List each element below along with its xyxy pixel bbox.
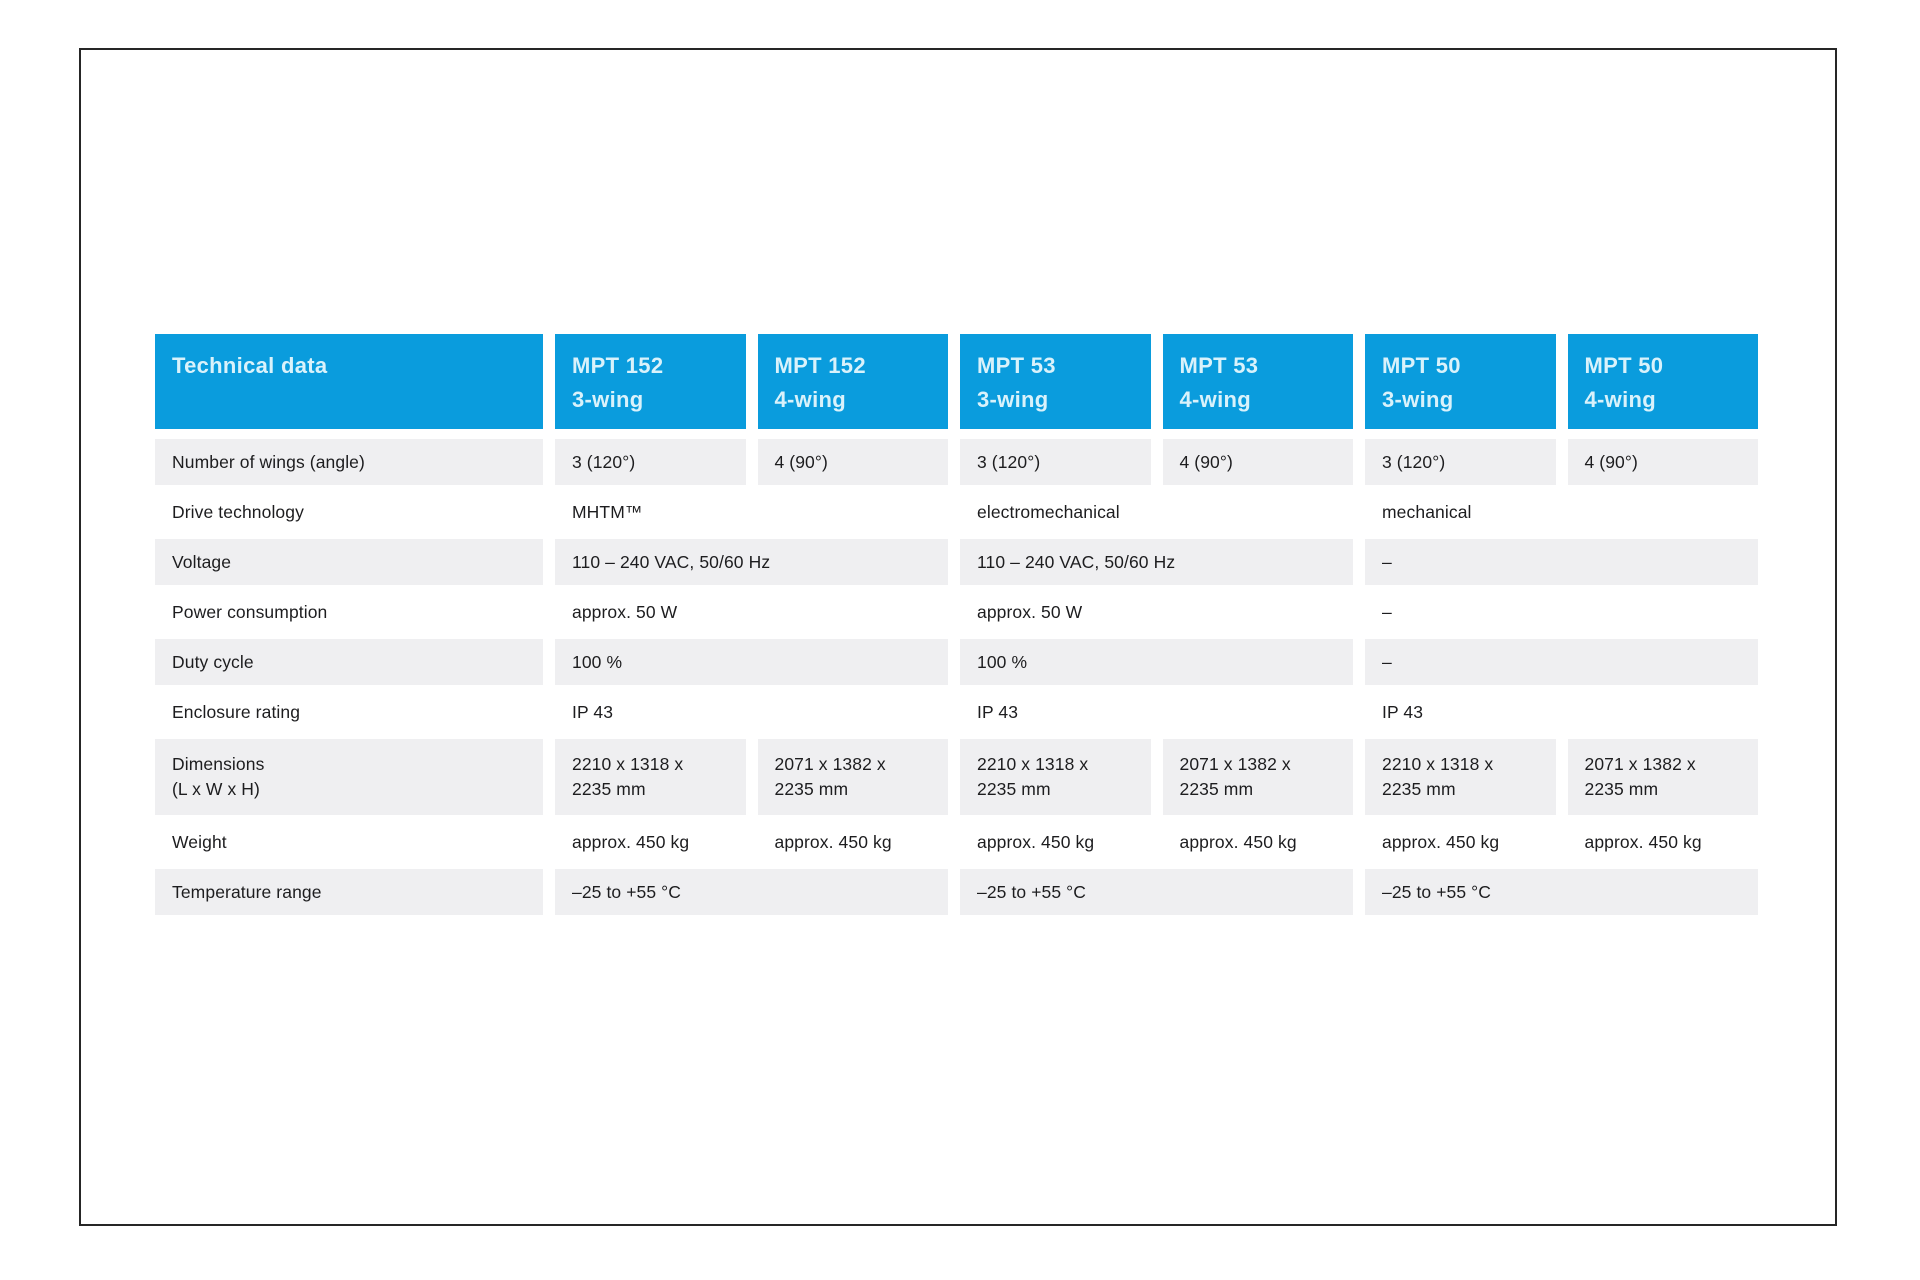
column-header-mpt53-4wing (1163, 334, 1354, 429)
cell-value: 3 (120°) (555, 439, 746, 485)
cell-value: 100 % (555, 639, 948, 685)
cell-value: 4 (90°) (758, 439, 949, 485)
table-title (155, 334, 543, 429)
cell-value (960, 739, 1151, 815)
cell-value: MHTM™ (572, 501, 643, 522)
model-name: MPT 53 (1179, 353, 1259, 378)
cell-value: 3 (120°) (1365, 439, 1556, 485)
cell-value: – (1365, 639, 1758, 685)
cell-value (1568, 739, 1759, 815)
cell-value: 110 – 240 VAC, 50/60 Hz (555, 539, 948, 585)
cell-value: approx. 50 W (977, 601, 1083, 622)
cell-value: 100 % (960, 639, 1353, 685)
cell-value: – (1382, 601, 1392, 622)
dimension-line2: 2235 mm (1584, 779, 1659, 799)
cell-value: 4 (90°) (1163, 439, 1354, 485)
model-variant: 4-wing (1584, 387, 1656, 412)
cell-value: –25 to +55 °C (555, 869, 948, 915)
dimension-line1: 2210 x 1318 x (1382, 754, 1494, 774)
dimension-line2: 2235 mm (977, 779, 1051, 799)
model-variant: 3-wing (1382, 387, 1454, 412)
cell-value (1365, 739, 1556, 815)
row-number-of-wings (155, 439, 1758, 485)
cell-value: 3 (120°) (960, 439, 1151, 485)
cell-value: approx. 450 kg (774, 831, 892, 852)
cell-value: IP 43 (572, 701, 614, 722)
table-title-text: Technical data (172, 353, 328, 378)
dimension-line2: 2235 mm (774, 779, 849, 799)
cell-value: approx. 450 kg (572, 831, 690, 852)
row-label: Weight (172, 831, 227, 852)
column-header-mpt152-3wing (555, 334, 746, 429)
column-header-mpt53-3wing (960, 334, 1151, 429)
row-enclosure-rating (155, 689, 1758, 735)
cell-value: approx. 450 kg (1382, 831, 1500, 852)
cell-value: approx. 450 kg (1179, 831, 1297, 852)
row-power-consumption (155, 589, 1758, 635)
model-variant: 3-wing (977, 387, 1049, 412)
row-voltage (155, 539, 1758, 585)
row-label: Temperature range (155, 869, 543, 915)
dimension-line2: 2235 mm (1179, 779, 1254, 799)
row-label: Number of wings (angle) (155, 439, 543, 485)
model-name: MPT 152 (572, 353, 664, 378)
model-name: MPT 50 (1382, 353, 1461, 378)
row-duty-cycle (155, 639, 1758, 685)
model-name: MPT 53 (977, 353, 1056, 378)
cell-value: –25 to +55 °C (960, 869, 1353, 915)
column-header-mpt50-4wing (1568, 334, 1759, 429)
row-temperature-range (155, 869, 1758, 915)
row-label-line2: (L x W x H) (172, 779, 260, 799)
row-label: Enclosure rating (172, 701, 301, 722)
cell-value: 4 (90°) (1568, 439, 1759, 485)
row-drive-technology (155, 489, 1758, 535)
cell-value: 110 – 240 VAC, 50/60 Hz (960, 539, 1353, 585)
cell-value (555, 739, 746, 815)
dimension-line1: 2210 x 1318 x (977, 754, 1089, 774)
cell-value: – (1365, 539, 1758, 585)
cell-value: IP 43 (977, 701, 1019, 722)
model-variant: 4-wing (1179, 387, 1251, 412)
dimension-line1: 2071 x 1382 x (1179, 754, 1291, 774)
column-header-mpt50-3wing (1365, 334, 1556, 429)
cell-value: mechanical (1382, 501, 1472, 522)
column-header-mpt152-4wing (758, 334, 949, 429)
row-label: Voltage (155, 539, 543, 585)
technical-data-table (155, 334, 1758, 919)
dimension-line2: 2235 mm (572, 779, 646, 799)
page-frame (79, 48, 1837, 1226)
row-label: Duty cycle (155, 639, 543, 685)
cell-value: IP 43 (1382, 701, 1424, 722)
cell-value: –25 to +55 °C (1365, 869, 1758, 915)
cell-value (758, 739, 949, 815)
dimension-line1: 2210 x 1318 x (572, 754, 684, 774)
model-name: MPT 50 (1584, 353, 1664, 378)
dimension-line1: 2071 x 1382 x (1584, 754, 1696, 774)
table-header-row (155, 334, 1758, 429)
dimension-line1: 2071 x 1382 x (774, 754, 886, 774)
cell-value (1163, 739, 1354, 815)
row-label-line1: Dimensions (172, 754, 265, 774)
row-label (155, 739, 543, 815)
row-label: Power consumption (172, 601, 328, 622)
model-name: MPT 152 (774, 353, 866, 378)
row-weight (155, 819, 1758, 865)
cell-value: approx. 450 kg (1584, 831, 1702, 852)
cell-value: electromechanical (977, 501, 1120, 522)
cell-value: approx. 50 W (572, 601, 678, 622)
cell-value: approx. 450 kg (977, 831, 1095, 852)
row-dimensions (155, 739, 1758, 815)
model-variant: 3-wing (572, 387, 644, 412)
dimension-line2: 2235 mm (1382, 779, 1456, 799)
model-variant: 4-wing (774, 387, 846, 412)
row-label: Drive technology (172, 501, 304, 522)
